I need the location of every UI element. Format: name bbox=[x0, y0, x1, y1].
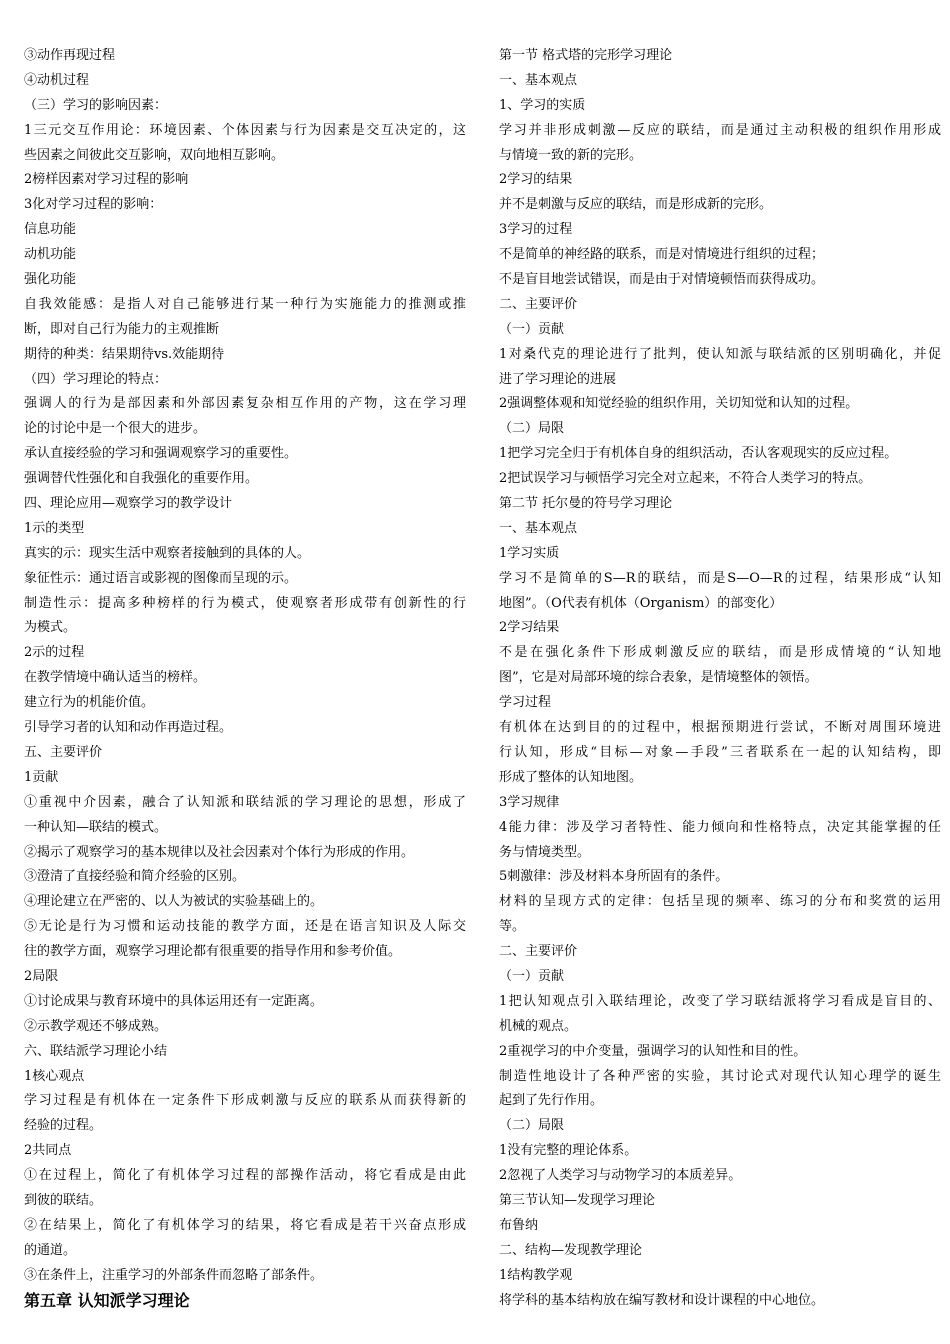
text-line: 一种认知—联结的模式。 bbox=[24, 819, 168, 835]
text-line: 五、主要评价 bbox=[24, 744, 103, 760]
text-line: 一、基本观点 bbox=[499, 72, 578, 88]
text-line: 往的教学方面，观察学习理论都有很重要的指导作用和参考价值。 bbox=[24, 944, 402, 960]
text-line: 期待的种类：结果期待vs.效能期待 bbox=[24, 346, 225, 362]
text-line: 强化功能 bbox=[24, 272, 77, 288]
text-line: 断，即对自己行为能力的主观推断 bbox=[24, 321, 220, 337]
text-line: 1核心观点 bbox=[24, 1068, 85, 1084]
text-line: 第一节 格式塔的完形学习理论 bbox=[499, 48, 673, 63]
text-line: ④动机过程 bbox=[24, 72, 90, 88]
text-line: 二、结构—发现教学理论 bbox=[499, 1242, 643, 1258]
text-line: 2学习结果 bbox=[499, 620, 560, 636]
text-line: 等。 bbox=[499, 919, 526, 935]
text-line: 二、主要评价 bbox=[499, 296, 578, 312]
text-line: 的通道。 bbox=[24, 1242, 77, 1258]
text-line: （二）局限 bbox=[499, 1118, 565, 1134]
text-line: 2把试误学习与顿悟学习完全对立起来，不符合人类学习的特点。 bbox=[499, 471, 872, 487]
text-line: 4能力律：涉及学习者特性、能力倾向和性格特点，决定其能掌握的任 bbox=[499, 819, 941, 835]
text-line: 四、理论应用—观察学习的教学设计 bbox=[24, 496, 233, 512]
text-line: 动机功能 bbox=[24, 247, 77, 263]
text-line: 2共同点 bbox=[24, 1143, 72, 1159]
text-line: 承认直接经验的学习和强调观察学习的重要性。 bbox=[24, 446, 298, 462]
text-line: 3学习规律 bbox=[499, 794, 560, 810]
text-line: 象征性示：通过语言或影视的图像而呈现的示。 bbox=[24, 570, 298, 586]
text-line: ②示教学观还不够成熟。 bbox=[24, 1018, 168, 1034]
text-line: 不是盲目地尝试错误，而是由于对情境顿悟而获得成功。 bbox=[499, 272, 825, 288]
text-line: 1三元交互作用论：环境因素、个体因素与行为因素是交互决定的，这 bbox=[24, 122, 466, 138]
text-line: 1把学习完全归于有机体自身的组织活动，否认客观现实的反应过程。 bbox=[499, 446, 898, 462]
text-line: 3学习的过程 bbox=[499, 222, 573, 238]
text-line: 1没有完整的理论体系。 bbox=[499, 1143, 638, 1159]
text-line: ④理论建立在严密的、以人为被试的实验基础上的。 bbox=[24, 894, 324, 910]
text-line: 有机体在达到目的的过程中，根据预期进行尝试，不断对周围环境进 bbox=[499, 720, 941, 736]
text-line: （二）局限 bbox=[499, 421, 565, 437]
text-line: 进了学习理论的进展 bbox=[499, 371, 617, 387]
text-line: ①在过程上，简化了有机体学习过程的部操作活动，将它看成是由此 bbox=[24, 1168, 466, 1184]
text-line: 强调替代性强化和自我强化的重要作用。 bbox=[24, 471, 259, 487]
text-line: 为模式。 bbox=[24, 620, 77, 636]
text-line: 1把认知观点引入联结理论，改变了学习联结派将学习看成是盲目的、 bbox=[499, 993, 941, 1009]
text-line: 些因素之间彼此交互影响，双向地相互影响。 bbox=[24, 147, 285, 163]
text-line: 并不是刺激与反应的联结，而是形成新的完形。 bbox=[499, 197, 773, 213]
text-line: 不是在强化条件下形成刺激反应的联结，而是形成情境的“认知地 bbox=[499, 645, 941, 661]
text-line: 地图”。（O代表有机体（Organism）的部变化） bbox=[499, 595, 783, 611]
text-line: 六、联结派学习理论小结 bbox=[24, 1043, 168, 1059]
text-line: 行认知，形成“目标—对象—手段”三者联系在一起的认知结构，即 bbox=[499, 744, 941, 760]
text-line: ③澄清了直接经验和简介经验的区别。 bbox=[24, 869, 246, 885]
text-line: （一）贡献 bbox=[499, 321, 565, 337]
text-line: 信息功能 bbox=[24, 222, 77, 238]
text-line: （一）贡献 bbox=[499, 968, 565, 984]
text-line: 真实的示：现实生活中观察者接触到的具体的人。 bbox=[24, 545, 311, 561]
text-line: 5刺激律：涉及材料本身所固有的条件。 bbox=[499, 869, 729, 885]
text-line: 起到了先行作用。 bbox=[499, 1093, 604, 1109]
text-line: 材料的呈现方式的定律：包括呈现的频率、练习的分布和奖赏的运用 bbox=[499, 894, 941, 910]
text-line: ③在条件上，注重学习的外部条件而忽略了部条件。 bbox=[24, 1267, 324, 1283]
text-line: （三）学习的影响因素： bbox=[24, 97, 168, 113]
right-column bbox=[499, 44, 941, 1313]
text-line: 2局限 bbox=[24, 968, 59, 984]
text-line: 1学习实质 bbox=[499, 545, 560, 561]
text-line: （四）学习理论的特点： bbox=[24, 371, 168, 387]
text-line: 引导学习者的认知和动作再造过程。 bbox=[24, 720, 233, 736]
text-line: ②在结果上，简化了有机体学习的结果，将它看成是若干兴奋点形成 bbox=[24, 1217, 466, 1233]
text-line: 一、基本观点 bbox=[499, 520, 578, 536]
text-line: 制造性示：提高多种榜样的行为模式，使观察者形成带有创新性的行 bbox=[24, 595, 466, 611]
text-line: 学习并非形成刺激—反应的联结，而是通过主动积极的组织作用形成 bbox=[499, 122, 941, 138]
text-line: 2强调整体观和知觉经验的组织作用，关切知觉和认知的过程。 bbox=[499, 396, 859, 412]
text-line: 论的讨论中是一个很大的进步。 bbox=[24, 421, 207, 437]
text-line: 在教学情境中确认适当的榜样。 bbox=[24, 670, 207, 686]
text-line: 第二节 托尔曼的符号学习理论 bbox=[499, 496, 673, 512]
text-line: 3化对学习过程的影响： bbox=[24, 197, 163, 213]
text-line: 2学习的结果 bbox=[499, 172, 573, 188]
text-line: 将学科的基本结构放在编写教材和设计课程的中心地位。 bbox=[499, 1292, 825, 1308]
text-line: 2忽视了人类学习与动物学习的本质差异。 bbox=[499, 1168, 742, 1184]
text-line: ①讨论成果与教育环境中的具体运用还有一定距离。 bbox=[24, 993, 324, 1009]
text-line: 形成了整体的认知地图。 bbox=[499, 769, 643, 785]
text-line: 强调人的行为是部因素和外部因素复杂相互作用的产物，这在学习理 bbox=[24, 396, 466, 412]
text-line: 学习过程 bbox=[499, 695, 552, 711]
text-line: 1对桑代克的理论进行了批判，使认知派与联结派的区别明确化，并促 bbox=[499, 346, 941, 362]
text-line: 2重视学习的中介变量，强调学习的认知性和目的性。 bbox=[499, 1043, 807, 1059]
text-line: 机械的观点。 bbox=[499, 1018, 578, 1034]
text-line: 图”，它是对局部环境的综合表象，是情境整体的领悟。 bbox=[499, 670, 818, 686]
text-line: 学习不是简单的S—R的联结，而是S—O—R的过程，结果形成“认知 bbox=[499, 570, 941, 586]
text-line: 到彼的联结。 bbox=[24, 1192, 103, 1208]
text-line: 1贡献 bbox=[24, 769, 59, 785]
chapter-heading: 第五章 认知派学习理论 bbox=[24, 1290, 190, 1310]
text-line: 1、学习的实质 bbox=[499, 97, 586, 113]
text-line: 1示的类型 bbox=[24, 520, 85, 536]
text-line: ⑤无论是行为习惯和运动技能的教学方面，还是在语言知识及人际交 bbox=[24, 919, 466, 935]
text-line: 第三节认知—发现学习理论 bbox=[499, 1192, 656, 1208]
text-line: 自我效能感：是指人对自己能够进行某一种行为实施能力的推测或推 bbox=[24, 296, 466, 312]
text-line: ②揭示了观察学习的基本规律以及社会因素对个体行为形成的作用。 bbox=[24, 844, 415, 860]
text-line: 2榜样因素对学习过程的影响 bbox=[24, 172, 189, 188]
text-line: 与情境一致的新的完形。 bbox=[499, 147, 643, 163]
text-line: 布鲁纳 bbox=[499, 1217, 539, 1233]
text-line: 二、主要评价 bbox=[499, 944, 578, 960]
text-line: 务与情境类型。 bbox=[499, 844, 591, 860]
text-line: 经验的过程。 bbox=[24, 1118, 103, 1134]
text-line: 建立行为的机能价值。 bbox=[24, 695, 155, 711]
text-line: 制造性地设计了各种严密的实验，其讨论式对现代认知心理学的诞生 bbox=[499, 1068, 941, 1084]
text-line: ③动作再现过程 bbox=[24, 48, 116, 63]
text-line: 不是简单的神经路的联系，而是对情境进行组织的过程； bbox=[499, 247, 825, 263]
text-line: ①重视中介因素，融合了认知派和联结派的学习理论的思想，形成了 bbox=[24, 794, 466, 810]
left-column bbox=[24, 44, 466, 1313]
text-line: 学习过程是有机体在一定条件下形成刺激与反应的联系从而获得新的 bbox=[24, 1093, 466, 1109]
text-line: 2示的过程 bbox=[24, 645, 85, 661]
text-line: 1结构教学观 bbox=[499, 1267, 573, 1283]
